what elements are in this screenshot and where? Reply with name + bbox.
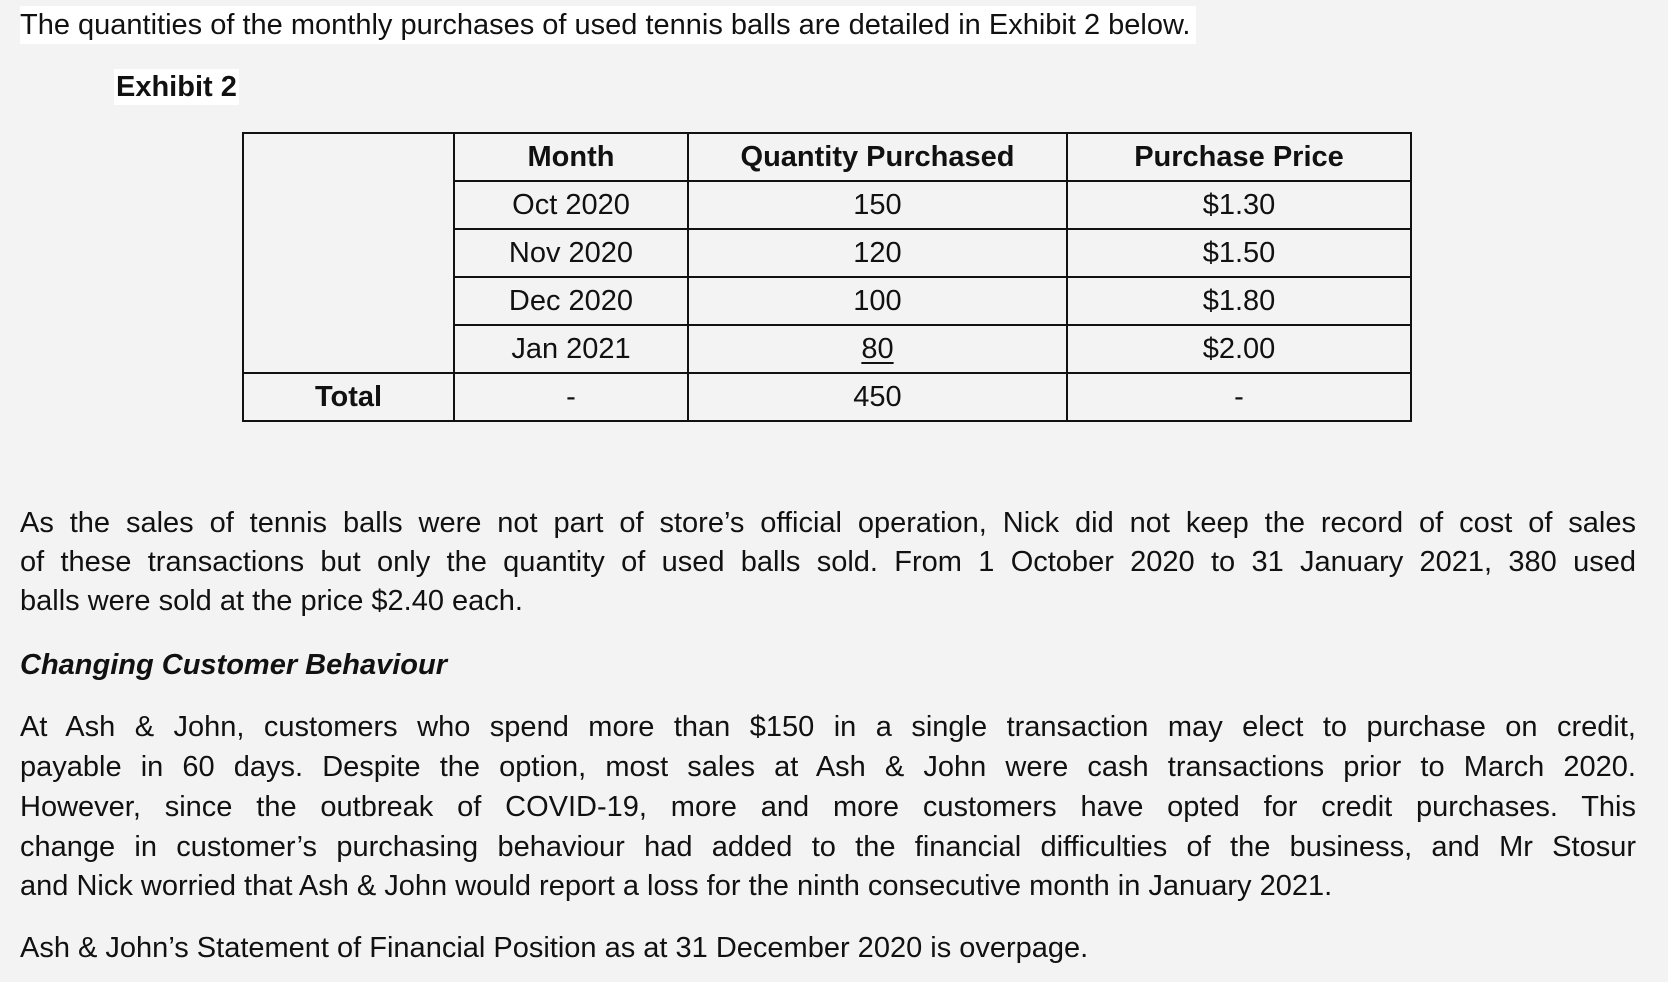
paragraph-line: payable in 60 days. Despite the option, most sales at Ash & John were cash transactions prior to March 2020. [20,751,1636,783]
total-row [243,373,1411,421]
total-quantity-cell: 450 [688,373,1067,421]
blank-cell [243,181,454,229]
quantity-cell: 100 [688,277,1067,325]
blank-cell [243,229,454,277]
month-cell: Dec 2020 [454,277,688,325]
paragraph-line: change in customer’s purchasing behaviour had added to the financial difficulties of the business, and Mr Stosur [20,831,1636,863]
header-price: Purchase Price [1067,133,1411,181]
table-header-row [243,133,1411,181]
price-cell: $1.50 [1067,229,1411,277]
total-label: Total [243,373,454,421]
section-heading: Changing Customer Behaviour [20,649,447,681]
price-cell: $1.80 [1067,277,1411,325]
quantity-cell: 150 [688,181,1067,229]
table-row [243,229,1411,277]
paragraph-line: and Nick worried that Ash & John would report a loss for the ninth consecutive month in January 2021. [20,870,1333,902]
month-cell: Jan 2021 [454,325,688,373]
paragraph-line: balls were sold at the price $2.40 each. [20,585,523,617]
exhibit-label: Exhibit 2 [116,71,237,103]
closing-text: Ash & John’s Statement of Financial Position as at 31 December 2020 is overpage. [20,932,1089,964]
paragraph-line: As the sales of tennis balls were not part of store’s official operation, Nick did not keep the record of cost of sales [20,507,1636,539]
paragraph-line: At Ash & John, customers who spend more than $150 in a single transaction may elect to purchase on credit, [20,711,1636,743]
blank-cell [243,277,454,325]
total-price-cell: - [1067,373,1411,421]
quantity-cell: 120 [688,229,1067,277]
intro-text: The quantities of the monthly purchases of used tennis balls are detailed in Exhibit 2 below. [20,6,1196,44]
blank-cell [243,325,454,373]
table-row [243,181,1411,229]
month-cell: Nov 2020 [454,229,688,277]
paragraph-line: of these transactions but only the quantity of used balls sold. From 1 October 2020 to 31 January 2021, 380 used [20,546,1636,578]
total-month-cell: - [454,373,688,421]
quantity-underlined: 80 [861,332,894,365]
exhibit-table [242,132,1412,422]
header-month: Month [454,133,688,181]
price-cell: $1.30 [1067,181,1411,229]
price-cell: $2.00 [1067,325,1411,373]
table-row [243,325,1411,373]
paragraph-line: However, since the outbreak of COVID-19, more and more customers have opted for credit purchases. This [20,791,1636,823]
blank-cell [243,133,454,181]
quantity-cell [688,325,1067,373]
table-row [243,277,1411,325]
header-quantity: Quantity Purchased [688,133,1067,181]
month-cell: Oct 2020 [454,181,688,229]
